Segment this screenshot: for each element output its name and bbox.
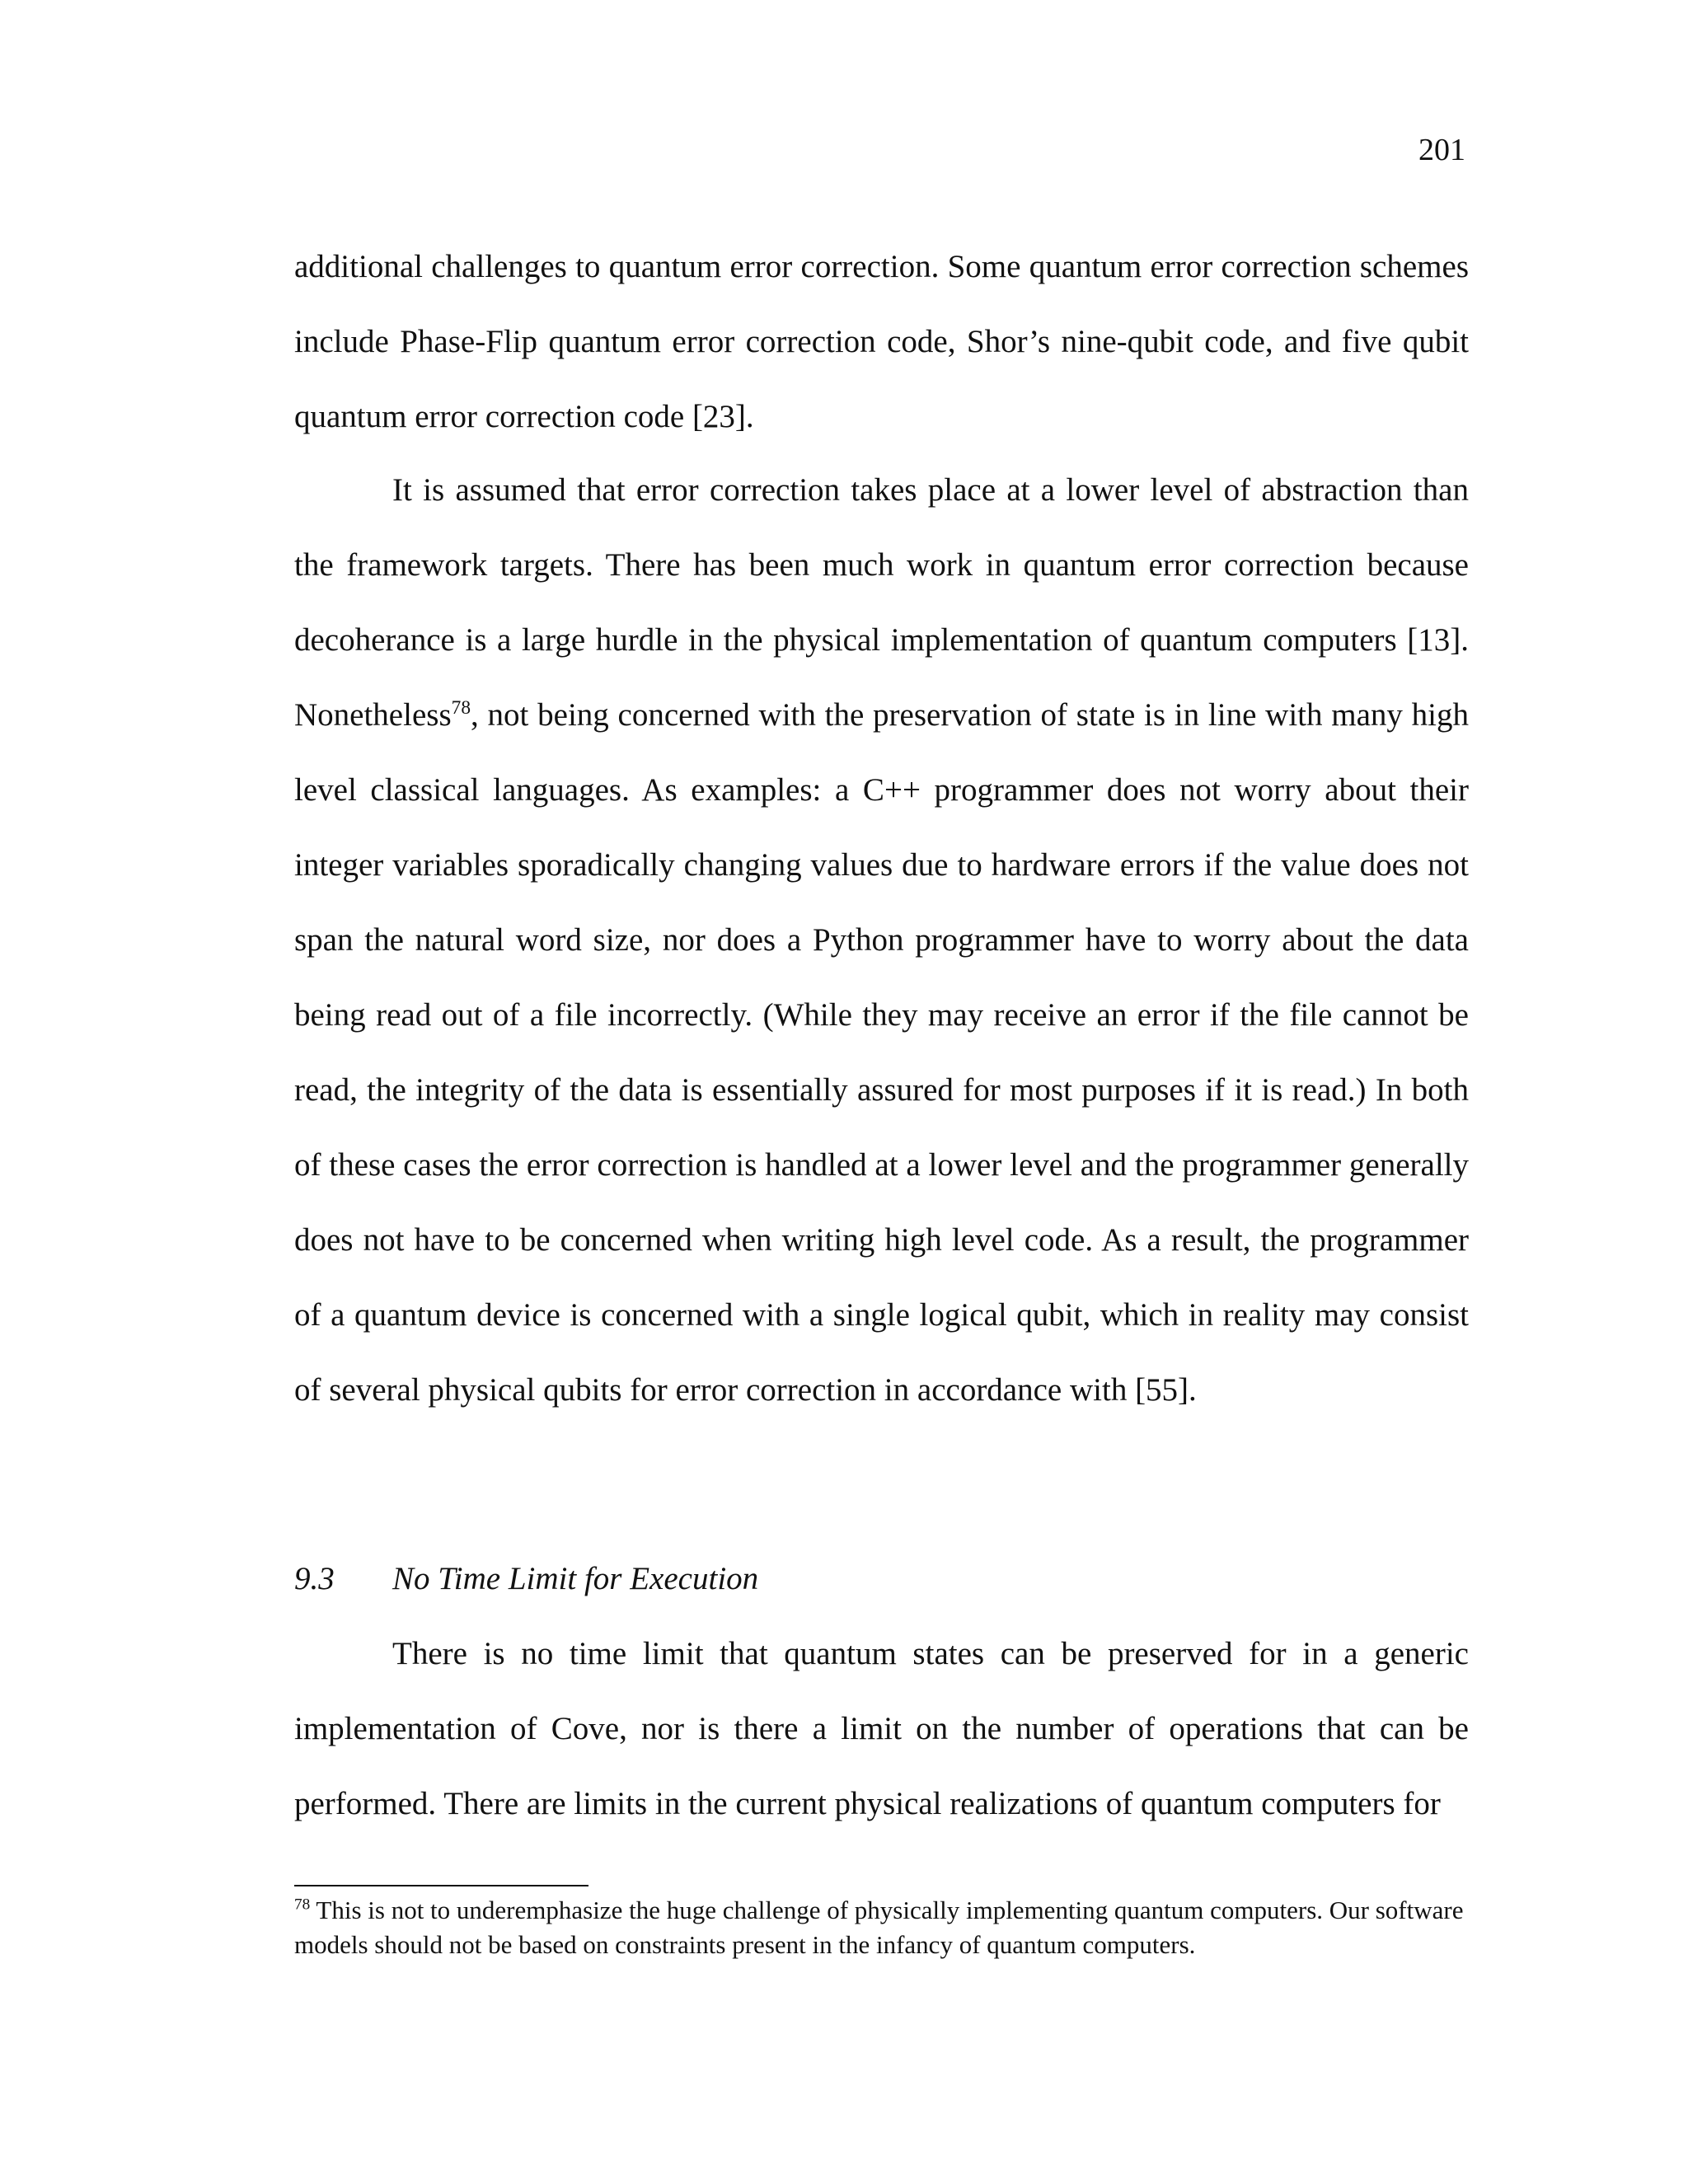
paragraph-2-text-before-ref: It is assumed that error correction takes place at a lower level of abstraction than the framework targets. There has been much work in quantum error correction because decoherance is a large hurdle in the physical implementation of quantum computers [13]. Nonetheless	[294, 472, 1469, 733]
section-number: 9.3	[294, 1561, 335, 1596]
paragraph-error-correction-abstraction	[294, 452, 1469, 1427]
section-title: No Time Limit for Execution	[392, 1561, 759, 1596]
paragraph-3: There is no time limit that quantum states can be preserved for in a generic implementation of Cove, nor is there a limit on the number of operations that can be performed. There are limits in the current physical realizations of quantum computers for	[294, 1636, 1469, 1821]
paragraph-continued	[294, 229, 1469, 454]
paragraph-2	[294, 452, 1469, 1427]
footnote-number: 78	[294, 1896, 311, 1914]
page-number: 201	[1418, 133, 1465, 167]
footnote-separator	[294, 1885, 588, 1886]
paragraph-1: additional challenges to quantum error correction. Some quantum error correction schemes include Phase-Flip quantum error correction code, Shor’s nine-qubit code, and five qubit quantum error correction code [23].	[294, 249, 1469, 434]
paragraph-no-time-limit	[294, 1616, 1469, 1841]
footnote	[294, 1893, 1469, 1962]
paragraph-2-text-after-ref: , not being concerned with the preservation of state is in line with many high level classical languages. As examples: a C++ programmer does not worry about their integer variables sporadically changing values due to hardware errors if the value does not span the natural word size, nor does a Python programmer have to worry about the data being read out of a file incorrectly. (While they may receive an error if the file cannot be read, the integrity of the data is essentially assured for most purposes if it is read.) In both of these cases the error correction is handled at a lower level and the programmer generally does not have to be concerned when writing high level code. As a result, the programmer of a quantum device is concerned with a single logical qubit, which in reality may consist of several physical qubits for error correction in accordance with [55].	[294, 697, 1469, 1408]
section-heading	[294, 1541, 758, 1616]
footnote-reference: 78	[451, 697, 471, 719]
footnote-text: This is not to underemphasize the huge challenge of physically implementing quantum computers. Our software models should not be based on constraints present in the infancy of quantum computers.	[294, 1896, 1464, 1959]
